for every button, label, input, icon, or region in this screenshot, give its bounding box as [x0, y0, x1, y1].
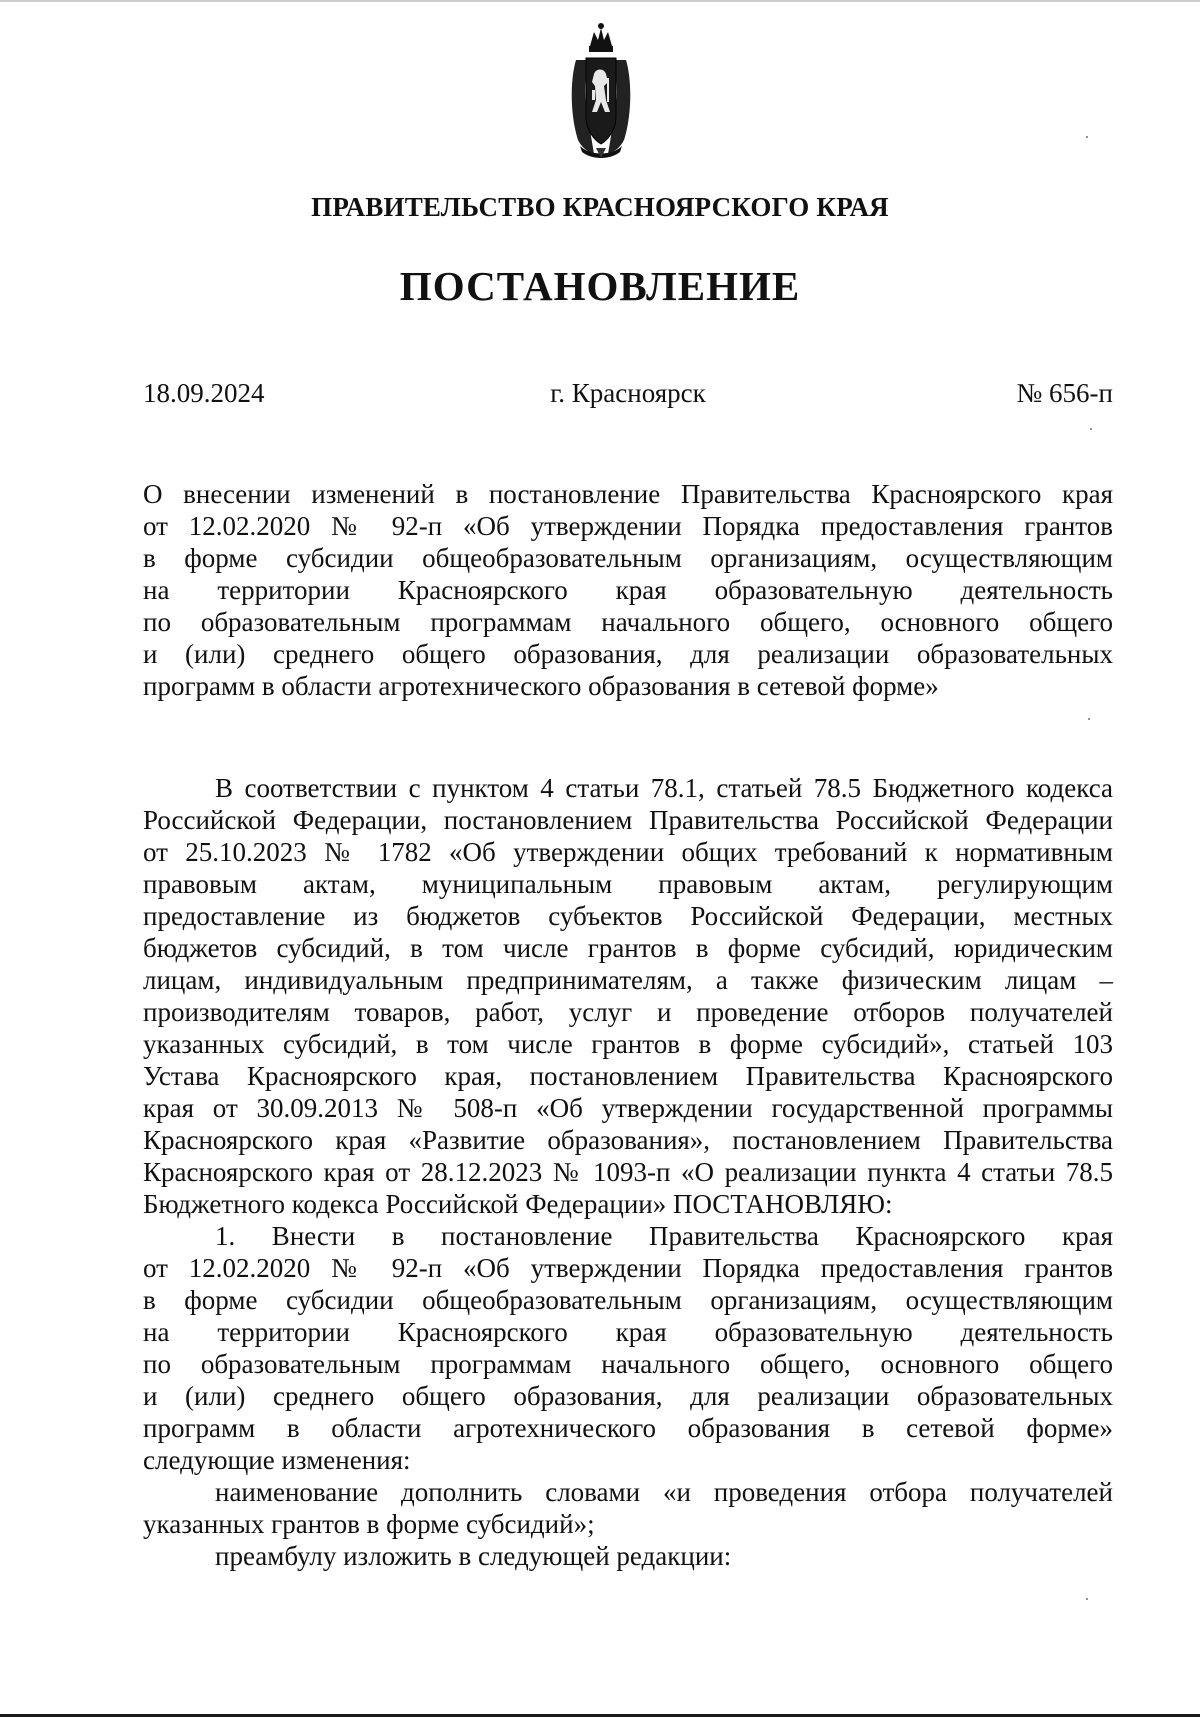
scan-edge-top: [0, 0, 1200, 2]
body-line: предоставление из бюджетов субъектов Российской Федерации, местных: [143, 901, 1113, 931]
body-line: Красноярского края «Развитие образования», постановлением Правительства: [143, 1125, 1113, 1155]
scan-speck: [1086, 1598, 1088, 1600]
document-number: № 656-п: [1016, 378, 1113, 408]
body-line: правовым актам, муниципальным правовым актам, регулирующим: [143, 869, 1113, 899]
government-title: ПРАВИТЕЛЬСТВО КРАСНОЯРСКОГО КРАЯ: [311, 192, 889, 222]
body-line: от 12.02.2020 № 92-п «Об утверждении Порядка предоставления грантов: [143, 1253, 1113, 1283]
body-line: от 25.10.2023 № 1782 «Об утверждении общих требований к нормативным: [143, 837, 1113, 867]
document-meta-row: [143, 378, 1113, 412]
body-line: преамбулу изложить в следующей редакции:: [215, 1541, 732, 1571]
body-line: бюджетов субсидий, в том числе грантов в форме субсидий, юридическим: [143, 933, 1113, 963]
body-line: в форме субсидии общеобразовательным организациям, осуществляющим: [143, 1285, 1113, 1315]
subject-line: программ в области агротехнического образования в сетевой форме»: [143, 671, 939, 701]
document-city: г. Красноярск: [550, 378, 706, 408]
subject-line: по образовательным программам начального общего, основного общего: [143, 607, 1113, 637]
document-type-heading: ПОСТАНОВЛЕНИЕ: [399, 263, 801, 309]
document-date: 18.09.2024: [143, 378, 265, 408]
document-body: [143, 772, 1113, 1572]
body-line: указанных грантов в форме субсидий»;: [143, 1509, 595, 1539]
scan-speck: [1090, 428, 1092, 430]
body-line: следующие изменения:: [143, 1445, 411, 1475]
body-line: края от 30.09.2013 № 508-п «Об утверждении государственной программы: [143, 1093, 1113, 1123]
body-line: наименование дополнить словами «и проведения отбора получателей: [215, 1477, 1113, 1507]
body-line: Бюджетного кодекса Российской Федерации» ПОСТАНОВЛЯЮ:: [143, 1189, 893, 1219]
body-line: указанных субсидий, в том числе грантов в форме субсидий», статьей 103: [143, 1029, 1113, 1059]
scan-edge-bottom: [0, 1714, 1200, 1717]
scan-speck: [1088, 718, 1090, 720]
subject-line: О внесении изменений в постановление Правительства Красноярского края: [143, 479, 1113, 509]
body-line: В соответствии с пунктом 4 статьи 78.1, статьей 78.5 Бюджетного кодекса: [215, 773, 1113, 803]
body-line: Устава Красноярского края, постановлением Правительства Красноярского: [143, 1061, 1113, 1091]
subject-line: в форме субсидии общеобразовательным организациям, осуществляющим: [143, 543, 1113, 573]
body-line: по образовательным программам начального общего, основного общего: [143, 1349, 1113, 1379]
subject-line: на территории Красноярского края образовательную деятельность: [143, 575, 1113, 605]
body-line: лицам, индивидуальным предпринимателям, а также физическим лицам –: [143, 965, 1113, 995]
body-line: и (или) среднего общего образования, для реализации образовательных: [143, 1381, 1113, 1411]
subject-line: и (или) среднего общего образования, для реализации образовательных: [143, 639, 1113, 669]
body-line: 1. Внести в постановление Правительства Красноярского края: [215, 1221, 1113, 1251]
document-subject: [143, 478, 1113, 702]
body-line: программ в области агротехнического образования в сетевой форме»: [143, 1413, 1113, 1443]
subject-line: от 12.02.2020 № 92-п «Об утверждении Порядка предоставления грантов: [143, 511, 1113, 541]
krasnoyarsk-coat-of-arms-icon: [568, 20, 634, 160]
scan-speck: [1086, 136, 1088, 138]
body-line: Российской Федерации, постановлением Правительства Российской Федерации: [143, 805, 1113, 835]
body-line: на территории Красноярского края образовательную деятельность: [143, 1317, 1113, 1347]
body-line: Красноярского края от 28.12.2023 № 1093-п «О реализации пункта 4 статьи 78.5: [143, 1157, 1113, 1187]
body-line: производителям товаров, работ, услуг и проведение отборов получателей: [143, 997, 1113, 1027]
